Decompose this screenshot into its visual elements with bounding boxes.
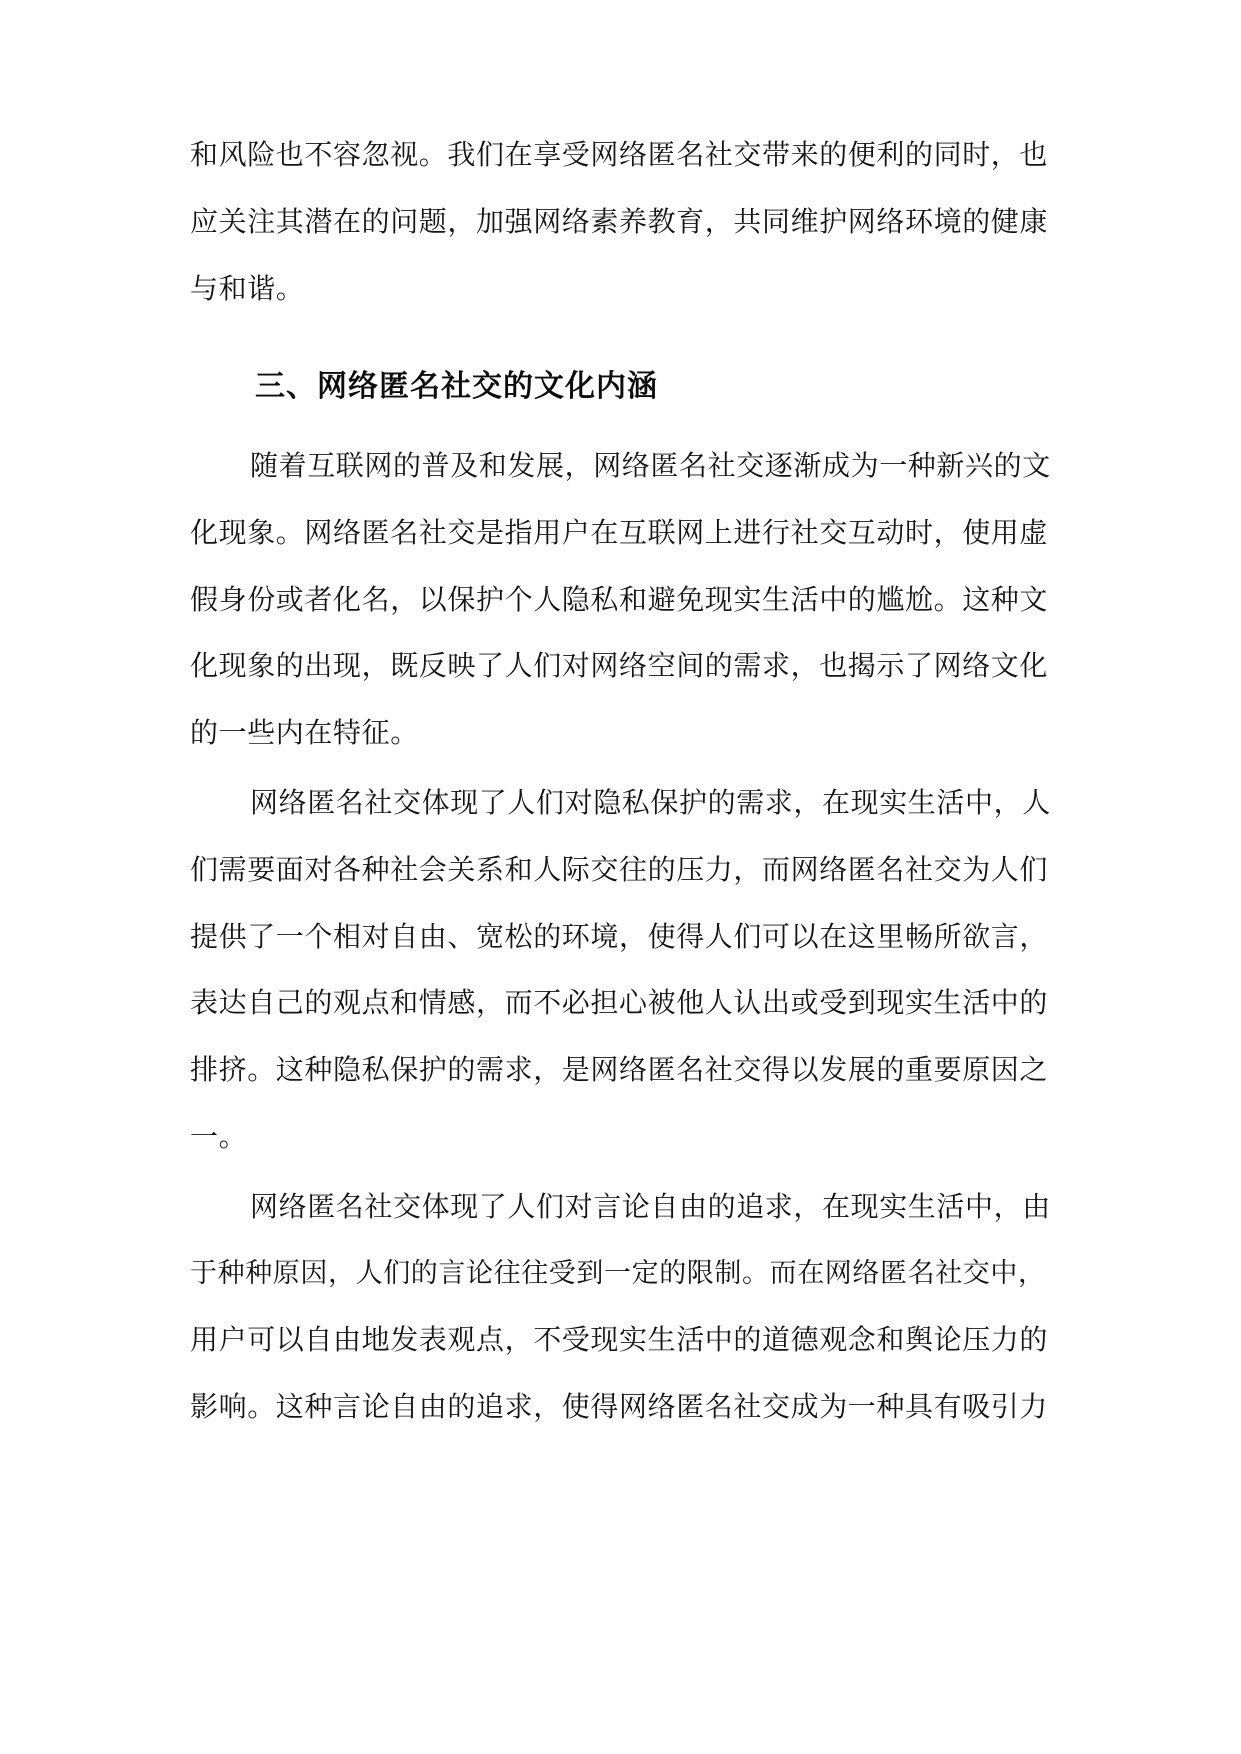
section-heading: 三、网络匿名社交的文化内涵 xyxy=(255,369,658,404)
paragraph-line: 应关注其潜在的问题，加强网络素养教育，共同维护网络环境的健康 xyxy=(190,205,1049,238)
paragraph-line: 的一些内在特征。 xyxy=(190,716,419,749)
paragraph-first-line: 随着互联网的普及和发展，网络匿名社交逐渐成为一种新兴的文 xyxy=(250,449,1051,482)
paragraph-line: 排挤。这种隐私保护的需求，是网络匿名社交得以发展的重要原因之 xyxy=(190,1053,1049,1086)
paragraph-line: 化现象的出现，既反映了人们对网络空间的需求，也揭示了网络文化 xyxy=(190,649,1049,682)
paragraph-line: 影响。这种言论自由的追求，使得网络匿名社交成为一种具有吸引力 xyxy=(190,1390,1049,1423)
paragraph-line: 提供了一个相对自由、宽松的环境，使得人们可以在这里畅所欲言， xyxy=(190,920,1049,953)
paragraph-first-line: 网络匿名社交体现了人们对隐私保护的需求，在现实生活中，人 xyxy=(250,786,1051,819)
paragraph-line: 假身份或者化名，以保护个人隐私和避免现实生活中的尴尬。这种文 xyxy=(190,583,1049,616)
paragraph-line: 们需要面对各种社会关系和人际交往的压力，而网络匿名社交为人们 xyxy=(190,853,1049,886)
paragraph-line: 表达自己的观点和情感，而不必担心被他人认出或受到现实生活中的 xyxy=(190,986,1049,1019)
paragraph-line: 于种种原因，人们的言论往往受到一定的限制。而在网络匿名社交中， xyxy=(190,1258,1046,1289)
paragraph-line: 和风险也不容忽视。我们在享受网络匿名社交带来的便利的同时，也 xyxy=(190,138,1049,171)
paragraph-line: 一。 xyxy=(190,1120,248,1153)
paragraph-line: 与和谐。 xyxy=(190,272,305,305)
paragraph-first-line: 网络匿名社交体现了人们对言论自由的追求，在现实生活中，由 xyxy=(250,1190,1051,1223)
paragraph-line: 化现象。网络匿名社交是指用户在互联网上进行社交互动时，使用虚 xyxy=(190,516,1049,549)
paragraph-line: 用户可以自由地发表观点，不受现实生活中的道德观念和舆论压力的 xyxy=(190,1323,1049,1356)
